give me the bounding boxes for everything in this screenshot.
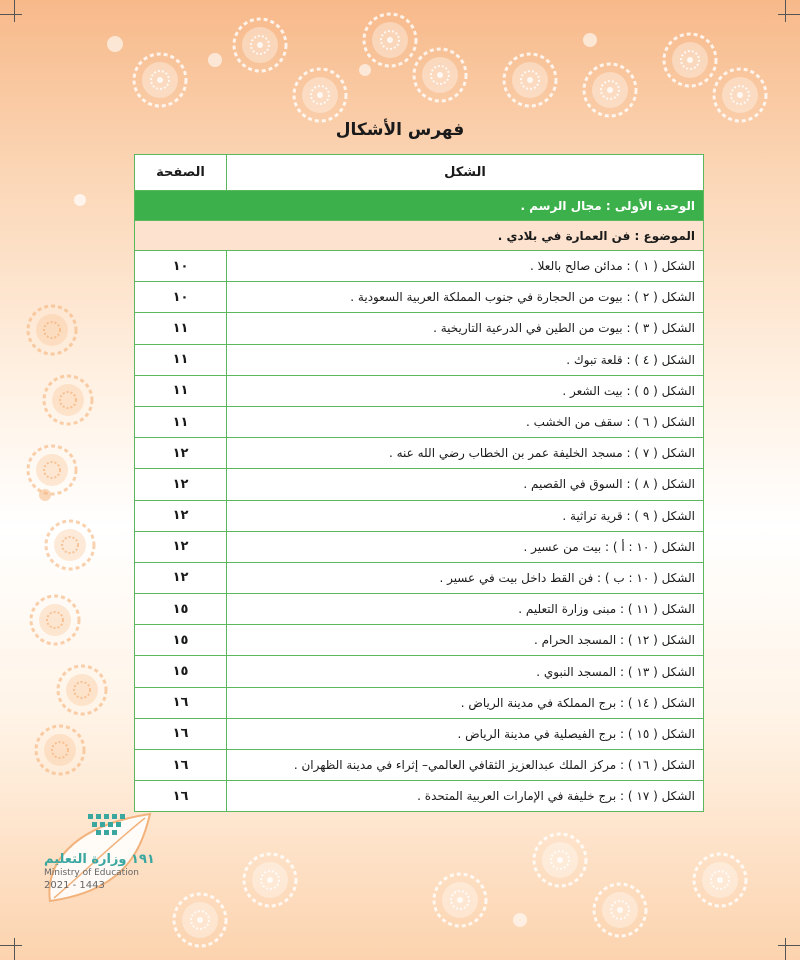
unit-row	[135, 191, 704, 221]
page-number: ١٩١	[131, 852, 155, 867]
figure-desc: الشكل ( ١٦ ) : مركز الملك عبدالعزيز الثقافي العالمي– إثراء في مدينة الظهران .	[227, 750, 704, 781]
figure-page: ١٢	[135, 469, 227, 500]
topic-title: الموضوع : فن العمارة في بلادي .	[135, 221, 704, 251]
figure-desc: الشكل ( ١٧ ) : برج خليفة في الإمارات العربية المتحدة .	[227, 781, 704, 812]
table-row	[135, 562, 704, 593]
figure-page: ١١	[135, 344, 227, 375]
figure-page: ١٢	[135, 438, 227, 469]
topic-row	[135, 221, 704, 251]
header-figure: الشكل	[227, 155, 704, 191]
figure-page: ١٠	[135, 282, 227, 313]
figure-desc: الشكل ( ١٣ ) : المسجد النبوي .	[227, 656, 704, 687]
table-row	[135, 687, 704, 718]
figure-desc: الشكل ( ٤ ) : قلعة تبوك .	[227, 344, 704, 375]
figure-desc: الشكل ( ١٥ ) : برج الفيصلية في مدينة الرياض .	[227, 718, 704, 749]
figure-page: ١٠	[135, 251, 227, 282]
figure-page: ١٢	[135, 531, 227, 562]
figure-desc: الشكل ( ١١ ) : مبنى وزارة التعليم .	[227, 594, 704, 625]
figure-desc: الشكل ( ١٢ ) : المسجد الحرام .	[227, 625, 704, 656]
figure-desc: الشكل ( ٩ ) : قرية تراثية .	[227, 500, 704, 531]
figure-page: ١٥	[135, 625, 227, 656]
table-row	[135, 282, 704, 313]
table-row	[135, 500, 704, 531]
figure-desc: الشكل ( ٦ ) : سقف من الخشب .	[227, 406, 704, 437]
table-row	[135, 251, 704, 282]
figure-page: ١٦	[135, 718, 227, 749]
figure-page: ١٢	[135, 562, 227, 593]
ministry-arabic: وزارة التعليم	[44, 852, 127, 867]
table-row	[135, 375, 704, 406]
figure-page: ١٥	[135, 656, 227, 687]
table-row	[135, 718, 704, 749]
table-row	[135, 781, 704, 812]
table-row	[135, 625, 704, 656]
unit-title: الوحدة الأولى : مجال الرسم .	[135, 191, 704, 221]
page-title: فهرس الأشكال	[335, 120, 465, 140]
figure-page: ١٢	[135, 500, 227, 531]
figure-desc: الشكل ( ١٠ : أ ) : بيت من عسير .	[227, 531, 704, 562]
table-row	[135, 531, 704, 562]
ministry-year: 2021 - 1443	[44, 880, 105, 891]
header-page: الصفحة	[135, 155, 227, 191]
figure-desc: الشكل ( ٨ ) : السوق في القصيم .	[227, 469, 704, 500]
figure-page: ١٦	[135, 750, 227, 781]
table-row	[135, 438, 704, 469]
table-row	[135, 656, 704, 687]
figure-page: ١٦	[135, 687, 227, 718]
figure-page: ١١	[135, 406, 227, 437]
figure-desc: الشكل ( ١٤ ) : برج المملكة في مدينة الرياض .	[227, 687, 704, 718]
figure-page: ١٥	[135, 594, 227, 625]
figure-desc: الشكل ( ٣ ) : بيوت من الطين في الدرعية التاريخية .	[227, 313, 704, 344]
figure-page: ١١	[135, 375, 227, 406]
figure-desc: الشكل ( ٥ ) : بيت الشعر .	[227, 375, 704, 406]
table-row	[135, 344, 704, 375]
table-header-row	[135, 155, 704, 191]
table-row	[135, 406, 704, 437]
table-row	[135, 313, 704, 344]
figure-desc: الشكل ( ٧ ) : مسجد الخليفة عمر بن الخطاب رضي الله عنه .	[227, 438, 704, 469]
figures-table	[134, 154, 704, 812]
ministry-name-ar	[44, 852, 155, 867]
figure-desc: الشكل ( ١ ) : مدائن صالح بالعلا .	[227, 251, 704, 282]
table-row	[135, 469, 704, 500]
figure-page: ١٦	[135, 781, 227, 812]
table-row	[135, 594, 704, 625]
ministry-name-en: Ministry of Education	[44, 868, 139, 878]
figure-desc: الشكل ( ١٠ : ب ) : فن القط داخل بيت في عسير .	[227, 562, 704, 593]
figure-desc: الشكل ( ٢ ) : بيوت من الحجارة في جنوب المملكة العربية السعودية .	[227, 282, 704, 313]
figure-page: ١١	[135, 313, 227, 344]
table-row	[135, 750, 704, 781]
